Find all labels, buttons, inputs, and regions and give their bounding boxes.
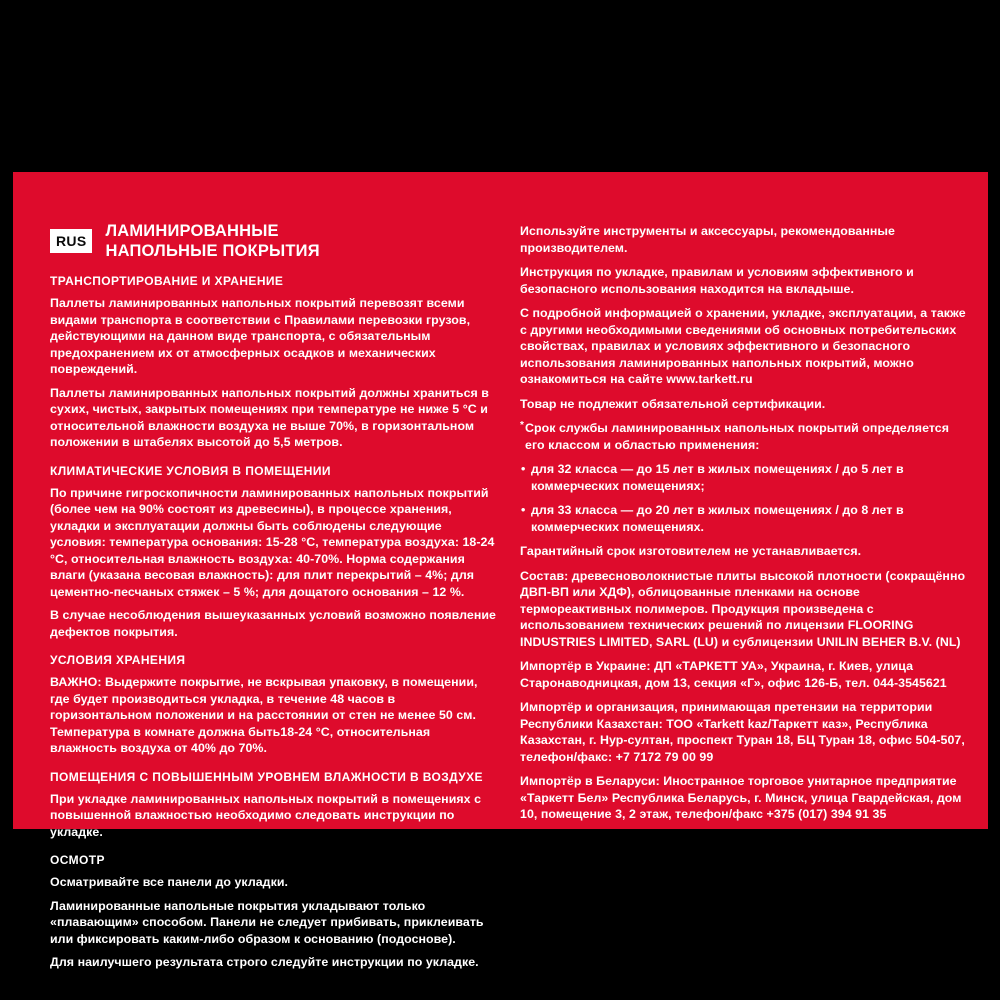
page-title-line2: НАПОЛЬНЫЕ ПОКРЫТИЯ (105, 242, 320, 261)
paragraph: Паллеты ламинированных напольных покрытий должны храниться в сухих, чистых, закрытых помещениях при температуре не ниже 5 °С и относительной влажности воздуха не выше 70%, в горизонтальном положении в штабелях высотой до 5,5 метров. (50, 385, 489, 450)
footnote-text: Срок службы ламинированных напольных покрытий определяется его классом и областью применения: (525, 421, 950, 452)
language-badge: RUS (50, 229, 92, 253)
section-heading-storage: УСЛОВИЯ ХРАНЕНИЯ (50, 653, 186, 668)
paragraph: Используйте инструменты и аксессуары, рекомендованные производителем. (520, 224, 895, 255)
page-title (105, 221, 319, 261)
paragraph: Паллеты ламинированных напольных покрытий перевозят всеми видами транспорта в соответствии с Правилами перевозки грузов, действующими на данном виде транспорта, с обязательным предохранением их от атмосферных осадков и механических повреждений. (50, 296, 471, 377)
paragraph: Ламинированные напольные покрытия укладывают только «плавающим» способом. Панели не следует прибивать, приклеивать или фиксировать каким-либо образом к основанию (подоснове). (50, 898, 484, 946)
paragraph: При укладке ламинированных напольных покрытий в помещениях с повышенной влажностью необходимо следовать инструкции по укладке. (50, 791, 482, 839)
paragraph: Инструкция по укладке, правилам и условиям эффективного и безопасного использования находится на вкладыше. (520, 265, 914, 296)
paragraph: Гарантийный срок изготовителем не устанавливается. (520, 544, 862, 558)
bullet-text: для 33 класса — до 20 лет в жилых помещениях / до 8 лет в коммерческих помещениях. (531, 503, 904, 534)
paragraph: Для наилучшего результата строго следуйте инструкции по укладке. (50, 955, 479, 970)
bullet-item (520, 502, 968, 535)
footnote-paragraph (520, 420, 968, 453)
paragraph-importer-ukraine: Импортёр в Украине: ДП «ТАРКЕТТ УА», Украина, г. Киев, улица Старонаводницкая, дом 13, секция «Г», офис 126-Б, тел. 044-3545621 (520, 659, 947, 690)
right-column (520, 223, 968, 831)
left-column (50, 221, 496, 978)
paragraph: Осматривайте все панели до укладки. (50, 875, 289, 890)
section-heading-climate: КЛИМАТИЧЕСКИЕ УСЛОВИЯ В ПОМЕЩЕНИИ (50, 463, 331, 478)
footnote-asterisk: * (520, 420, 524, 431)
paragraph: По причине гигроскопичности ламинированных напольных покрытий (более чем на 90% состоят из древесины), в процессе хранения, укладки и эксплуатации должны быть соблюдены следующие условия: температура основания: 15-28 °С, температура воздуха: 18-24 °С, относительная влажность воздуха: 40-70%. Норма содержания влаги (указана весовая влажность): для плит перекрытий – 4%; для цементно-песчаных стяжек – 5 %; для дощатого основания – 12 %. (50, 485, 495, 599)
bullet-item (520, 461, 968, 494)
product-label-card (13, 172, 988, 970)
section-heading-humidity: ПОМЕЩЕНИЯ С ПОВЫШЕННЫМ УРОВНЕМ ВЛАЖНОСТИ В ВОЗДУХЕ (50, 769, 483, 784)
paragraph: Товар не подлежит обязательной сертификации. (520, 396, 826, 411)
bullet-text: для 32 класса — до 15 лет в жилых помещениях / до 5 лет в коммерческих помещениях; (531, 462, 904, 493)
bullet-icon: • (521, 462, 526, 476)
page-title-line1: ЛАМИНИРОВАННЫЕ (105, 222, 279, 240)
paragraph: В случае несоблюдения вышеуказанных условий возможно появление дефектов покрытия. (50, 608, 496, 639)
section-heading-transport: ТРАНСПОРТИРОВАНИЕ И ХРАНЕНИЕ (50, 274, 284, 289)
section-heading-inspection: ОСМОТР (50, 853, 105, 868)
paragraph-importer-belarus: Импортёр в Беларуси: Иностранное торговое унитарное предприятие «Таркетт Бел» Республика Беларусь, г. Минск, улица Гвардейская, дом 10, помещение 3, 2 этаж, телефон/факс +375 (017) 394 91 35 (520, 774, 962, 821)
paragraph: ВАЖНО: Выдержите покрытие, не вскрывая упаковку, в помещении, где будет производиться укладка, в течение 48 часов в горизонтальном положении и на расстоянии от стен не менее 50 см. Температура в комнате должна быть18-24 °С, относительная влажность воздуха от 40% до 70%. (50, 675, 478, 756)
bullet-icon: • (521, 503, 526, 517)
document-header (50, 221, 496, 261)
paragraph: С подробной информацией о хранении, укладке, эксплуатации, а также с другими необходимыми сведениями об основных потребительских свойствах, правилах и условиях эффективного и безопасного использования ламинированных напольных покрытий, можно ознакомиться на сайте www.tarkett.ru (520, 306, 966, 386)
paragraph-importer-kazakhstan: Импортёр и организация, принимающая претензии на территории Республики Казахстан: ТОО «Tarkett kaz/Таркетт каз», Республика Казахстан, г. Нур-султан, проспект Туран 18, БЦ Туран 18, офис 504-507, телефон/факс: +7 7172 79 00 99 (520, 700, 965, 764)
paragraph: Состав: древесноволокнистые плиты высокой плотности (сокращённо ДВП-ВП или ХДФ), облицованные пленками на основе термореактивных полимеров. Продукция произведена с использованием технических решений по лицензии FLOORING INDUSTRIES LIMITED, SARL (LU) и сублицензии UNILIN BEHER B.V. (NL) (520, 568, 966, 649)
